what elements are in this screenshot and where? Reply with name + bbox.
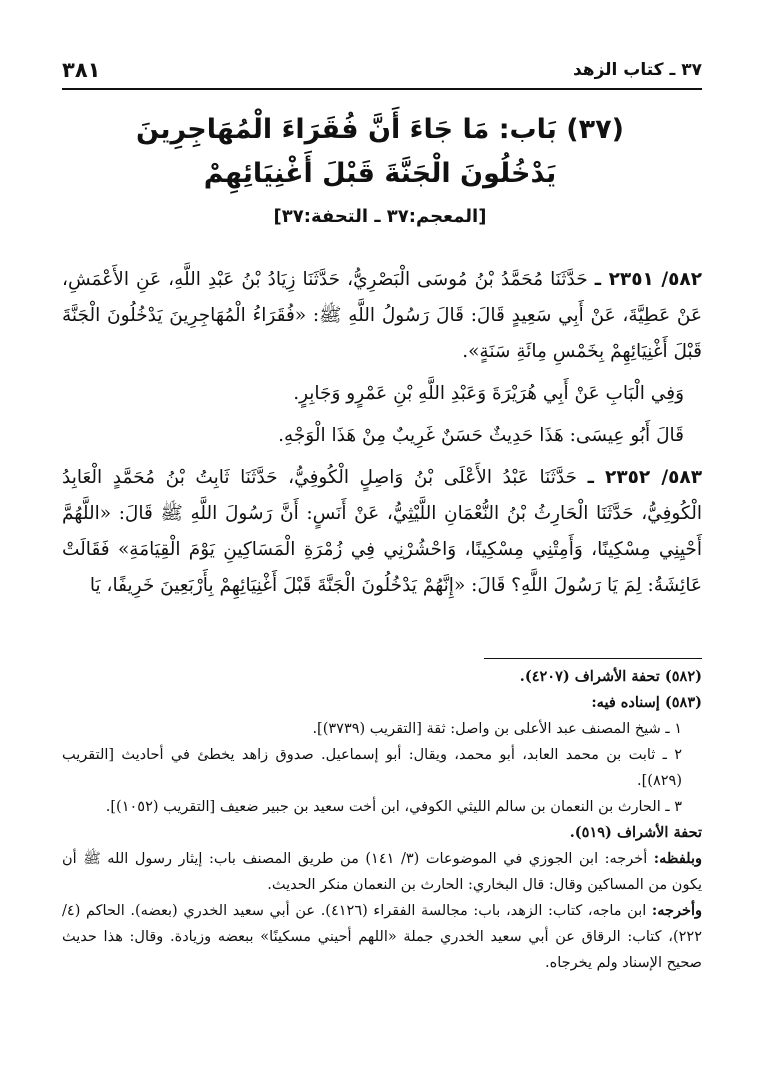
chapter-reference: [المعجم:٣٧ ـ التحفة:٣٧] <box>273 206 487 227</box>
wabilafzihi-text: أخرجه: ابن الجوزي في الموضوعات (٣/ ١٤١) من طريق المصنف باب: إيثار رسول الله ﷺ أن يكون من المساكين وقال: قال البخاري: الحارث بن النعمان منكر الحديث. <box>62 851 702 893</box>
footnote-583-item-1: ١ ـ شيخ المصنف عبد الأعلى بن واصل: ثقة [التقريب (٣٧٣٩)]. <box>312 721 682 737</box>
footnote-583-wabilafzihi <box>62 846 702 898</box>
footnote-583-intro: (٥٨٣) إسناده فيه: <box>591 694 702 711</box>
footnote-583-tuhfa: تحفة الأشراف (٥١٩). <box>569 824 702 841</box>
wakharrajahu-text: ابن ماجه، كتاب: الزهد، باب: مجالسة الفقراء (٤١٢٦). عن أبي سعيد الخدري (بعضه). الحاكم (٤/ ٢٢٢)، كتاب: الرقاق عن أبي سعيد الخدري جملة «اللهم أحيني مسكينًا» ببعضه وزيادة. وقال: هذا حديث صحيح الإسناد ولم يخرجاه. <box>62 903 702 971</box>
wakharrajahu-label: وأخرجه: <box>651 902 703 919</box>
footnote-divider <box>484 658 702 659</box>
footnote-583-item-2: ٢ ـ ثابت بن محمد العابد، أبو محمد، ويقال: أبو إسماعيل. صدوق زاهد يخطئ في أحاديث [التقريب (٨٢٩)]. <box>62 747 682 789</box>
running-title: ٣٧ ـ كتاب الزهد <box>572 60 702 80</box>
footnote-583-item-3: ٣ ـ الحارث بن النعمان بن سالم الليثي الكوفي، ابن أخت سعيد بن جبير ضعيف [التقريب (١٠٥٢)]. <box>105 799 682 815</box>
footnote-582: (٥٨٢) تحفة الأشراف (٤٢٠٧). <box>519 668 702 685</box>
footnote-583-wakharrajahu <box>62 898 702 976</box>
hadith-583-text: حَدَّثَنَا عَبْدُ الأَعْلَى بْنُ وَاصِلٍ الْكُوفِيُّ، حَدَّثَنَا ثَابِتُ بْنُ مُحَمَّدٍ الْعَابِدُ الْكُوفِيُّ، حَدَّثَنَا الْحَارِثُ بْنُ النُّعْمَانِ اللَّيْثِيُّ، عَنْ أَنَسٍ: أَنَّ رَسُولَ اللَّهِ ﷺ قَالَ: «اللَّهُمَّ أَحْيِنِي مِسْكِينًا، وَأَمِتْنِي مِسْكِينًا، وَاحْشُرْنِي فِي زُمْرَةِ الْمَسَاكِينِ يَوْمَ الْقِيَامَةِ» فَقَالَتْ عَائِشَةُ: لِمَ يَا رَسُولَ اللَّهِ؟ قَالَ: «إِنَّهُمْ يَدْخُلُونَ الْجَنَّةَ قَبْلَ أَغْنِيَائِهِمْ بِأَرْبَعِينَ خَرِيفًا، يَا <box>62 467 702 596</box>
main-text <box>62 262 702 604</box>
page-header <box>62 58 702 90</box>
hadith-582 <box>62 262 702 370</box>
page-number: ٣٨١ <box>62 58 101 82</box>
footnotes <box>62 664 702 976</box>
wabilafzihi-label: وبلفظه: <box>653 850 702 867</box>
chapter-heading <box>70 108 690 232</box>
hadith-582-number: ٥٨٢/ ٢٣٥١ ـ <box>594 269 702 290</box>
chapter-title-line-2: يَدْخُلُونَ الْجَنَّةَ قَبْلَ أَغْنِيَائِهِمْ <box>203 158 557 189</box>
chapter-title-line-1: (٣٧) بَاب: مَا جَاءَ أَنَّ فُقَرَاءَ الْمُهَاجِرِينَ <box>136 114 624 145</box>
hadith-583-number: ٥٨٣/ ٢٣٥٢ ـ <box>587 467 702 488</box>
hadith-583 <box>62 460 702 604</box>
hadith-582-grading: قَالَ أَبُو عِيسَى: هَذَا حَدِيثٌ حَسَنٌ غَرِيبٌ مِنْ هَذَا الْوَجْهِ. <box>278 425 684 446</box>
bab-note: وَفِي الْبَابِ عَنْ أَبِي هُرَيْرَةَ وَعَبْدِ اللَّهِ بْنِ عَمْرٍو وَجَابِرٍ. <box>293 383 684 404</box>
hadith-582-text: حَدَّثَنَا مُحَمَّدُ بْنُ مُوسَى الْبَصْرِيُّ، حَدَّثَنَا زِيَادُ بْنُ عَبْدِ اللَّهِ، عَنِ الأَعْمَشِ، عَنْ عَطِيَّةَ، عَنْ أَبِي سَعِيدٍ قَالَ: قَالَ رَسُولُ اللَّهِ ﷺ: «فُقَرَاءُ الْمُهَاجِرِينَ يَدْخُلُونَ الْجَنَّةَ قَبْلَ أَغْنِيَائِهِمْ بِخَمْسِ مِائَةِ سَنَةٍ». <box>62 269 702 362</box>
